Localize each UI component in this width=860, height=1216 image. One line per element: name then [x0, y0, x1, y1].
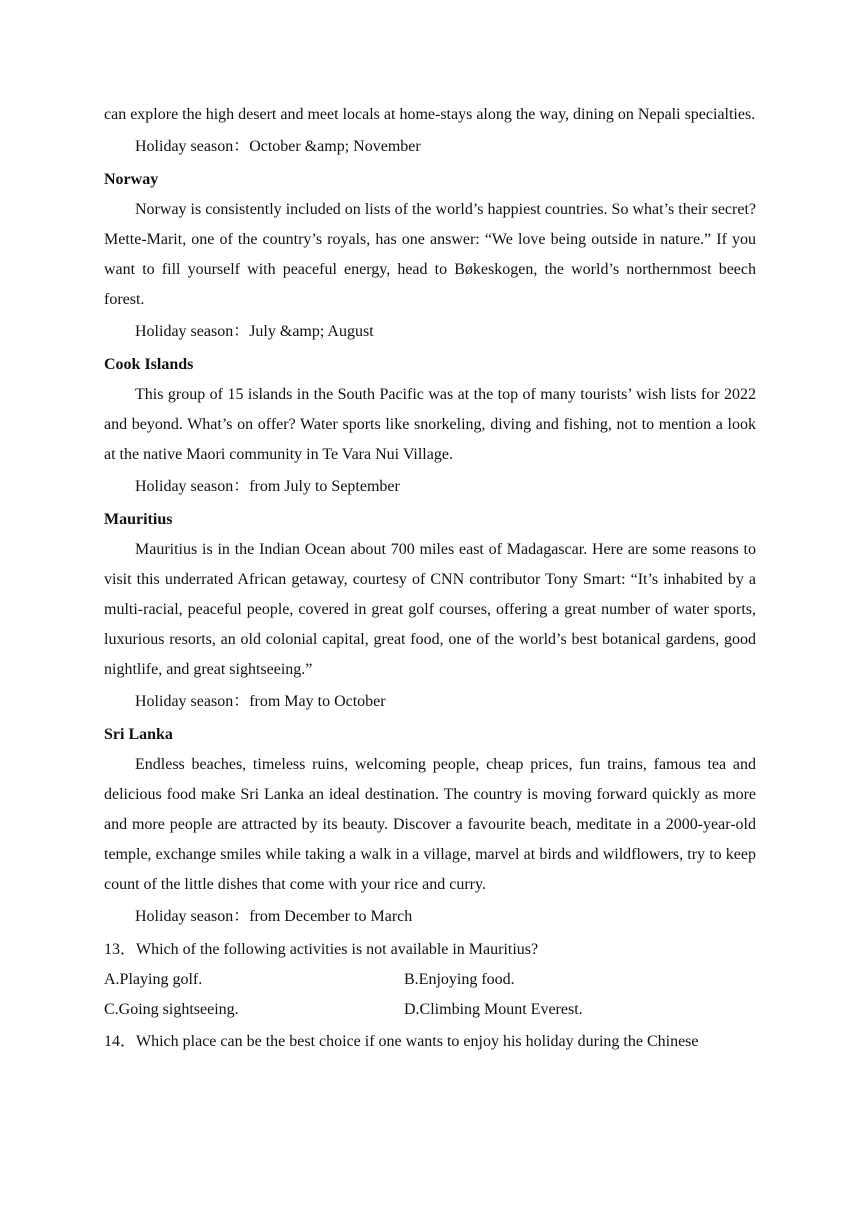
section-season-norway: Holiday season：July &amp; August	[135, 323, 374, 340]
option-b: B.Enjoying food.	[404, 971, 515, 988]
section-season-mauritius: Holiday season：from May to October	[135, 693, 386, 710]
document-page	[104, 100, 756, 1057]
intro-paragraph: can explore the high desert and meet locals at home-stays along the way, dining on Nepali specialties.	[104, 106, 756, 123]
section-body-norway: Norway is consistently included on lists of the world’s happiest countries. So what’s their secret? Mette-Marit, one of the country’s royals, has one answer: “We love being outside in nature.” If you want to fill yourself with peaceful energy, head to Bøkeskogen, the world’s northernmost beech forest.	[104, 201, 756, 308]
question-13: 13．Which of the following activities is not available in Mauritius?	[104, 941, 539, 958]
option-c: C.Going sightseeing.	[104, 1001, 239, 1018]
section-body-mauritius: Mauritius is in the Indian Ocean about 700 miles east of Madagascar. Here are some reasons to visit this underrated African getaway, courtesy of CNN contributor Tony Smart: “It’s inhabited by a multi-racial, peaceful people, covered in great golf courses, offering a great number of water sports, luxurious resorts, an old colonial capital, great food, one of the world’s best botanical gardens, good nightlife, and great sightseeing.”	[104, 541, 756, 678]
intro-season: Holiday season：October &amp; November	[135, 138, 421, 155]
section-body-cook-islands: This group of 15 islands in the South Pacific was at the top of many tourists’ wish lists for 2022 and beyond. What’s on offer? Water sports like snorkeling, diving and fishing, not to mention a look at the native Maori community in Te Vara Nui Village.	[104, 386, 756, 463]
section-title-cook-islands: Cook Islands	[104, 356, 194, 373]
option-a: A.Playing golf.	[104, 971, 203, 988]
question-13-options	[104, 965, 756, 1025]
section-title-norway: Norway	[104, 171, 159, 188]
section-season-sri-lanka: Holiday season：from December to March	[135, 908, 413, 925]
section-body-sri-lanka: Endless beaches, timeless ruins, welcoming people, cheap prices, fun trains, famous tea and delicious food make Sri Lanka an ideal destination. The country is moving forward quickly as more and more people are attracted by its beauty. Discover a favourite beach, meditate in a 2000-year-old temple, exchange smiles while taking a walk in a village, marvel at birds and wildflowers, try to keep count of the little dishes that come with your rice and curry.	[104, 756, 756, 893]
section-title-sri-lanka: Sri Lanka	[104, 726, 173, 743]
section-season-cook-islands: Holiday season：from July to September	[135, 478, 400, 495]
question-14: 14．Which place can be the best choice if one wants to enjoy his holiday during the Chinese	[104, 1033, 699, 1050]
option-d: D.Climbing Mount Everest.	[404, 1001, 583, 1018]
section-title-mauritius: Mauritius	[104, 511, 173, 528]
